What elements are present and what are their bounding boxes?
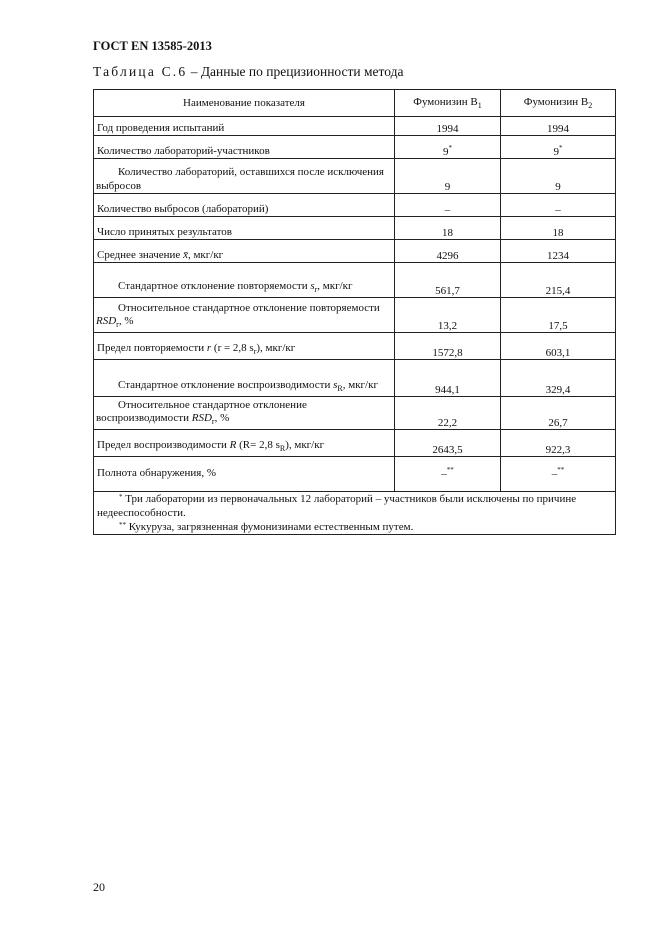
row-name-unit: , %	[214, 412, 230, 425]
row-value-b2: 9	[501, 159, 616, 194]
row-name-unit: , мкг/кг	[317, 280, 353, 293]
row-name-unit: ), мкг/кг	[256, 342, 296, 355]
row-value-b1: 9	[395, 159, 501, 194]
row-name-text: Предел воспроизводимости	[97, 439, 227, 452]
row-name-sub: r	[253, 347, 257, 357]
row-name-formula: (r = 2,8 s	[213, 342, 254, 355]
row-name: Полнота обнаружения, %	[94, 457, 395, 492]
row-name-symbol: x̄	[183, 248, 188, 261]
row-value-b2	[501, 457, 616, 492]
row-name-unit: , %	[118, 315, 134, 328]
table-row	[94, 397, 616, 430]
table-caption-text: – Данные по прецизионности метода	[190, 64, 404, 79]
row-value-b1: 944,1	[395, 360, 501, 397]
header-fumonisin-b2-sub: 2	[588, 101, 593, 111]
row-value-b2: 215,4	[501, 263, 616, 298]
row-name: Количество выбросов (лабораторий)	[94, 194, 395, 217]
header-fumonisin-b1-sub: 1	[477, 101, 482, 111]
row-value-b1	[395, 136, 501, 159]
row-name-unit: , мкг/кг	[187, 248, 224, 261]
table-row	[94, 430, 616, 457]
row-value-b2: –	[501, 194, 616, 217]
header-fumonisin-b1-label: Фумонизин B	[413, 95, 478, 108]
row-name-symbol: R	[229, 439, 237, 452]
row-name-symbol: s	[333, 379, 338, 392]
table-row	[94, 333, 616, 360]
row-name-text: Стандартное отклонение повторяемости	[118, 280, 308, 293]
table-row	[94, 159, 616, 194]
row-name	[94, 263, 395, 298]
row-value-b2: 603,1	[501, 333, 616, 360]
row-name-text: Среднее значение	[97, 248, 181, 261]
header-fumonisin-b2	[501, 90, 616, 117]
row-value-b1: 13,2	[395, 298, 501, 333]
row-name-unit: , мкг/кг	[342, 379, 378, 392]
table-row	[94, 298, 616, 333]
row-name-symbol: RSD	[191, 412, 212, 425]
row-value-b2: 26,7	[501, 397, 616, 430]
table-row	[94, 117, 616, 136]
row-name: Количество лабораторий-участников	[94, 136, 395, 159]
row-name-text: Стандартное отклонение воспроизводимости	[118, 379, 331, 392]
row-name	[94, 397, 395, 430]
footnote-2-text: Кукуруза, загрязненная фумонизинами естественным путем.	[128, 521, 414, 533]
table-row	[94, 136, 616, 159]
row-name: Число принятых результатов	[94, 217, 395, 240]
row-value-b1: 2643,5	[395, 430, 501, 457]
value-text: –	[441, 468, 447, 480]
row-value-b1: 1994	[395, 117, 501, 136]
table-row	[94, 263, 616, 298]
footnote-1	[97, 492, 612, 520]
row-name-sub: r	[314, 285, 318, 295]
footnote-2-mark: **	[119, 521, 126, 529]
footnote-1-mark: *	[119, 493, 123, 501]
row-name	[94, 333, 395, 360]
header-fumonisin-b1	[395, 90, 501, 117]
table-row	[94, 194, 616, 217]
row-name-symbol: r	[206, 342, 212, 355]
footnote-mark: *	[448, 144, 452, 152]
value-text: 9	[443, 146, 449, 158]
row-name: Количество лабораторий, оставшихся после исключения выбросов	[94, 159, 395, 194]
footnotes-row	[94, 492, 616, 535]
footnote-2	[97, 520, 612, 534]
footnote-mark: *	[559, 144, 563, 152]
row-name-sub: R	[337, 384, 343, 394]
row-value-b1: 4296	[395, 240, 501, 263]
row-name-symbol: s	[310, 280, 315, 293]
row-name	[94, 298, 395, 333]
row-value-b2: 922,3	[501, 430, 616, 457]
table-header-row	[94, 90, 616, 117]
row-value-b1: 561,7	[395, 263, 501, 298]
footnote-1-text: Три лаборатории из первоначальных 12 лабораторий – участников были исключены по причине недееспособности.	[97, 493, 577, 519]
row-value-b1: 18	[395, 217, 501, 240]
row-value-b2: 329,4	[501, 360, 616, 397]
table-row	[94, 217, 616, 240]
page-number: 20	[93, 880, 105, 894]
row-value-b1: –	[395, 194, 501, 217]
footnotes-cell	[94, 492, 616, 535]
row-name	[94, 240, 395, 263]
row-value-b1: 22,2	[395, 397, 501, 430]
row-name-symbol: RSD	[96, 315, 117, 328]
row-name	[94, 360, 395, 397]
precision-table	[93, 89, 616, 535]
value-text: –	[551, 468, 558, 480]
table-row	[94, 240, 616, 263]
row-name-text: Относительное стандартное отклонение повторяемости	[118, 301, 380, 314]
row-name-formula: (R= 2,8 s	[239, 439, 280, 452]
row-name-sub: R	[279, 444, 286, 454]
document-code: ГОСТ EN 13585-2013	[93, 39, 212, 53]
row-name-text: Относительное стандартное отклонение воспроизводимости	[96, 398, 307, 425]
footnote-mark: **	[557, 466, 565, 474]
table-row	[94, 457, 616, 492]
value-text: 9	[553, 146, 559, 158]
row-value-b2: 17,5	[501, 298, 616, 333]
row-value-b1	[395, 457, 501, 492]
row-name-text: Предел повторяемости	[97, 342, 205, 355]
row-name: Год проведения испытаний	[94, 117, 395, 136]
row-name-unit: ), мкг/кг	[285, 439, 325, 452]
row-name-sub: r	[211, 417, 215, 427]
table-caption-label: Таблица С.6	[93, 64, 188, 79]
row-value-b2: 1994	[501, 117, 616, 136]
row-name-sub: r	[116, 320, 119, 330]
row-value-b2	[501, 136, 616, 159]
header-indicator: Наименование показателя	[94, 90, 395, 117]
table-caption	[93, 64, 404, 80]
row-name	[94, 430, 395, 457]
footnote-mark: **	[446, 466, 454, 474]
table-row	[94, 360, 616, 397]
row-value-b1: 1572,8	[395, 333, 501, 360]
row-value-b2: 18	[501, 217, 616, 240]
header-fumonisin-b2-label: Фумонизин B	[523, 95, 589, 108]
row-value-b2: 1234	[501, 240, 616, 263]
